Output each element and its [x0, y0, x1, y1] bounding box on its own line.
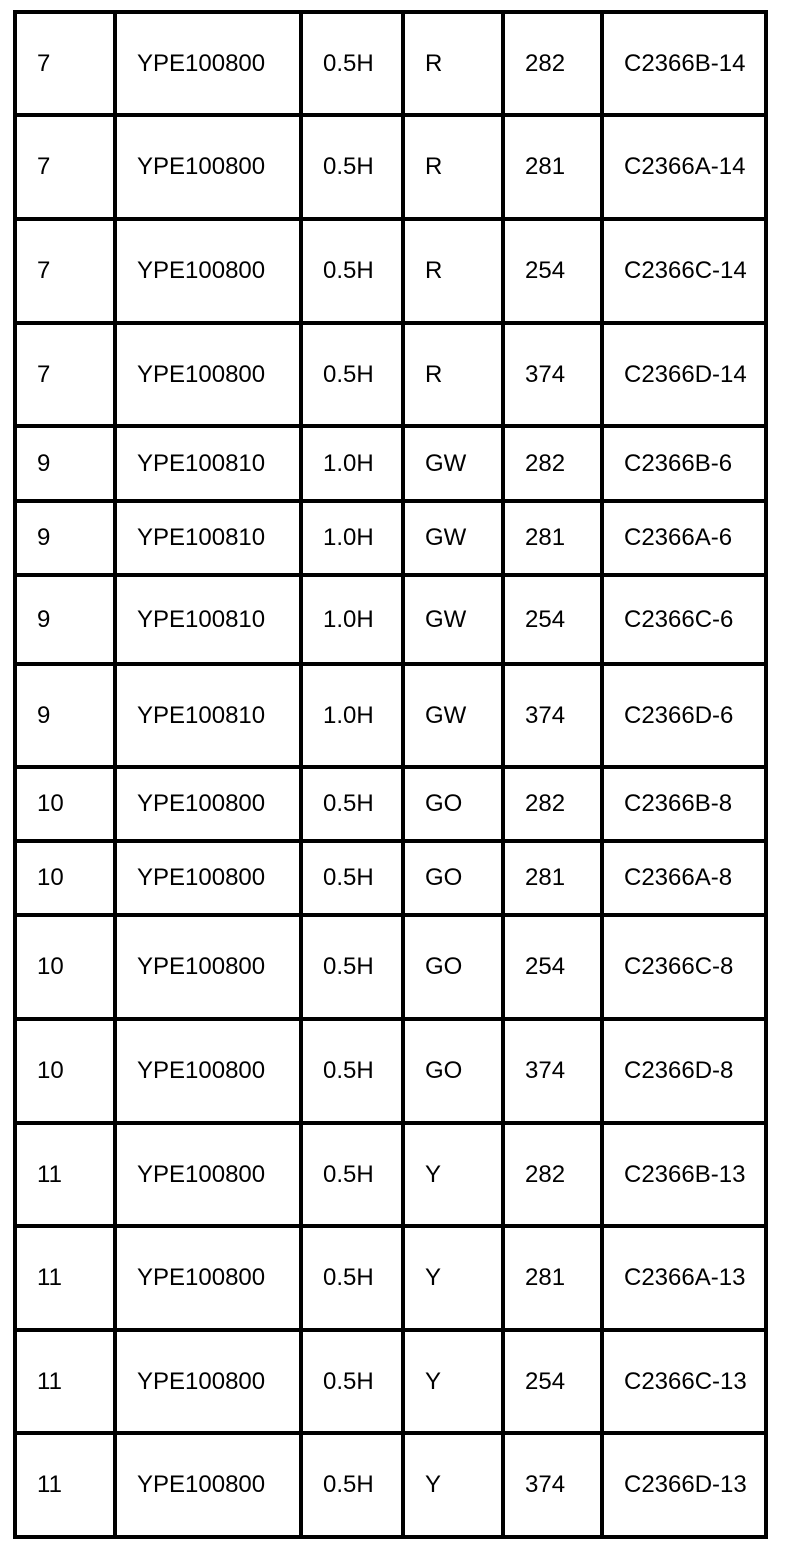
- cell-reference: C2366C-13: [602, 1330, 766, 1433]
- cell-color-code: Y: [403, 1433, 503, 1537]
- cell-reference: C2366C-6: [602, 575, 766, 664]
- cell-part-code: YPE100800: [115, 1019, 301, 1123]
- table-row: [15, 219, 766, 323]
- cell-number: 10: [15, 841, 115, 915]
- cell-color-code: R: [403, 115, 503, 219]
- cell-size: 0.5H: [301, 1123, 403, 1226]
- cell-number: 7: [15, 12, 115, 115]
- cell-part-code: YPE100810: [115, 501, 301, 575]
- table-row: [15, 115, 766, 219]
- table-row: [15, 841, 766, 915]
- cell-color-code: GO: [403, 767, 503, 841]
- table-row: [15, 575, 766, 664]
- cell-value: 281: [503, 841, 602, 915]
- cell-color-code: GW: [403, 426, 503, 501]
- cell-size: 0.5H: [301, 767, 403, 841]
- cell-reference: C2366A-14: [602, 115, 766, 219]
- cell-reference: C2366D-13: [602, 1433, 766, 1537]
- cell-reference: C2366B-6: [602, 426, 766, 501]
- cell-part-code: YPE100800: [115, 915, 301, 1019]
- cell-value: 254: [503, 1330, 602, 1433]
- cell-value: 374: [503, 1433, 602, 1537]
- cell-size: 0.5H: [301, 1226, 403, 1330]
- cell-size: 1.0H: [301, 501, 403, 575]
- cell-color-code: Y: [403, 1226, 503, 1330]
- cell-number: 11: [15, 1433, 115, 1537]
- data-table: [13, 10, 768, 1539]
- cell-reference: C2366B-13: [602, 1123, 766, 1226]
- cell-size: 0.5H: [301, 219, 403, 323]
- cell-size: 0.5H: [301, 115, 403, 219]
- cell-part-code: YPE100810: [115, 664, 301, 767]
- cell-reference: C2366D-8: [602, 1019, 766, 1123]
- cell-reference: C2366B-14: [602, 12, 766, 115]
- cell-value: 374: [503, 664, 602, 767]
- cell-number: 7: [15, 219, 115, 323]
- cell-part-code: YPE100810: [115, 426, 301, 501]
- cell-number: 9: [15, 664, 115, 767]
- cell-number: 11: [15, 1123, 115, 1226]
- cell-size: 0.5H: [301, 12, 403, 115]
- cell-size: 1.0H: [301, 664, 403, 767]
- cell-reference: C2366D-6: [602, 664, 766, 767]
- table-row: [15, 664, 766, 767]
- cell-value: 282: [503, 426, 602, 501]
- table-row: [15, 323, 766, 426]
- cell-number: 7: [15, 115, 115, 219]
- cell-reference: C2366A-6: [602, 501, 766, 575]
- cell-value: 282: [503, 12, 602, 115]
- cell-color-code: GW: [403, 575, 503, 664]
- cell-size: 0.5H: [301, 915, 403, 1019]
- table-row: [15, 426, 766, 501]
- table-row: [15, 915, 766, 1019]
- cell-number: 9: [15, 501, 115, 575]
- cell-value: 281: [503, 115, 602, 219]
- cell-part-code: YPE100810: [115, 575, 301, 664]
- cell-value: 254: [503, 219, 602, 323]
- table-row: [15, 1433, 766, 1537]
- cell-value: 282: [503, 767, 602, 841]
- cell-part-code: YPE100800: [115, 115, 301, 219]
- cell-reference: C2366C-14: [602, 219, 766, 323]
- cell-reference: C2366A-13: [602, 1226, 766, 1330]
- cell-size: 0.5H: [301, 1330, 403, 1433]
- cell-part-code: YPE100800: [115, 841, 301, 915]
- cell-part-code: YPE100800: [115, 12, 301, 115]
- cell-value: 254: [503, 575, 602, 664]
- table-row: [15, 767, 766, 841]
- cell-part-code: YPE100800: [115, 1330, 301, 1433]
- cell-size: 0.5H: [301, 1019, 403, 1123]
- cell-size: 1.0H: [301, 575, 403, 664]
- cell-value: 374: [503, 1019, 602, 1123]
- cell-color-code: GO: [403, 915, 503, 1019]
- cell-value: 281: [503, 1226, 602, 1330]
- table-row: [15, 1123, 766, 1226]
- cell-color-code: Y: [403, 1330, 503, 1433]
- cell-part-code: YPE100800: [115, 323, 301, 426]
- cell-size: 0.5H: [301, 841, 403, 915]
- cell-number: 10: [15, 1019, 115, 1123]
- cell-value: 254: [503, 915, 602, 1019]
- cell-number: 7: [15, 323, 115, 426]
- cell-reference: C2366A-8: [602, 841, 766, 915]
- cell-part-code: YPE100800: [115, 219, 301, 323]
- table-row: [15, 1019, 766, 1123]
- cell-number: 11: [15, 1226, 115, 1330]
- cell-part-code: YPE100800: [115, 1433, 301, 1537]
- cell-size: 0.5H: [301, 323, 403, 426]
- cell-part-code: YPE100800: [115, 1226, 301, 1330]
- cell-number: 9: [15, 426, 115, 501]
- cell-value: 374: [503, 323, 602, 426]
- cell-reference: C2366B-8: [602, 767, 766, 841]
- cell-value: 282: [503, 1123, 602, 1226]
- cell-number: 9: [15, 575, 115, 664]
- cell-number: 10: [15, 915, 115, 1019]
- cell-reference: C2366C-8: [602, 915, 766, 1019]
- cell-size: 1.0H: [301, 426, 403, 501]
- cell-part-code: YPE100800: [115, 767, 301, 841]
- cell-number: 10: [15, 767, 115, 841]
- cell-color-code: GW: [403, 664, 503, 767]
- cell-color-code: GO: [403, 1019, 503, 1123]
- cell-part-code: YPE100800: [115, 1123, 301, 1226]
- table-body: [15, 12, 766, 1537]
- table-row: [15, 1226, 766, 1330]
- table-row: [15, 501, 766, 575]
- table-row: [15, 12, 766, 115]
- cell-color-code: Y: [403, 1123, 503, 1226]
- cell-number: 11: [15, 1330, 115, 1433]
- cell-color-code: R: [403, 323, 503, 426]
- cell-reference: C2366D-14: [602, 323, 766, 426]
- cell-size: 0.5H: [301, 1433, 403, 1537]
- table-row: [15, 1330, 766, 1433]
- cell-color-code: R: [403, 12, 503, 115]
- cell-color-code: GO: [403, 841, 503, 915]
- cell-value: 281: [503, 501, 602, 575]
- cell-color-code: R: [403, 219, 503, 323]
- cell-color-code: GW: [403, 501, 503, 575]
